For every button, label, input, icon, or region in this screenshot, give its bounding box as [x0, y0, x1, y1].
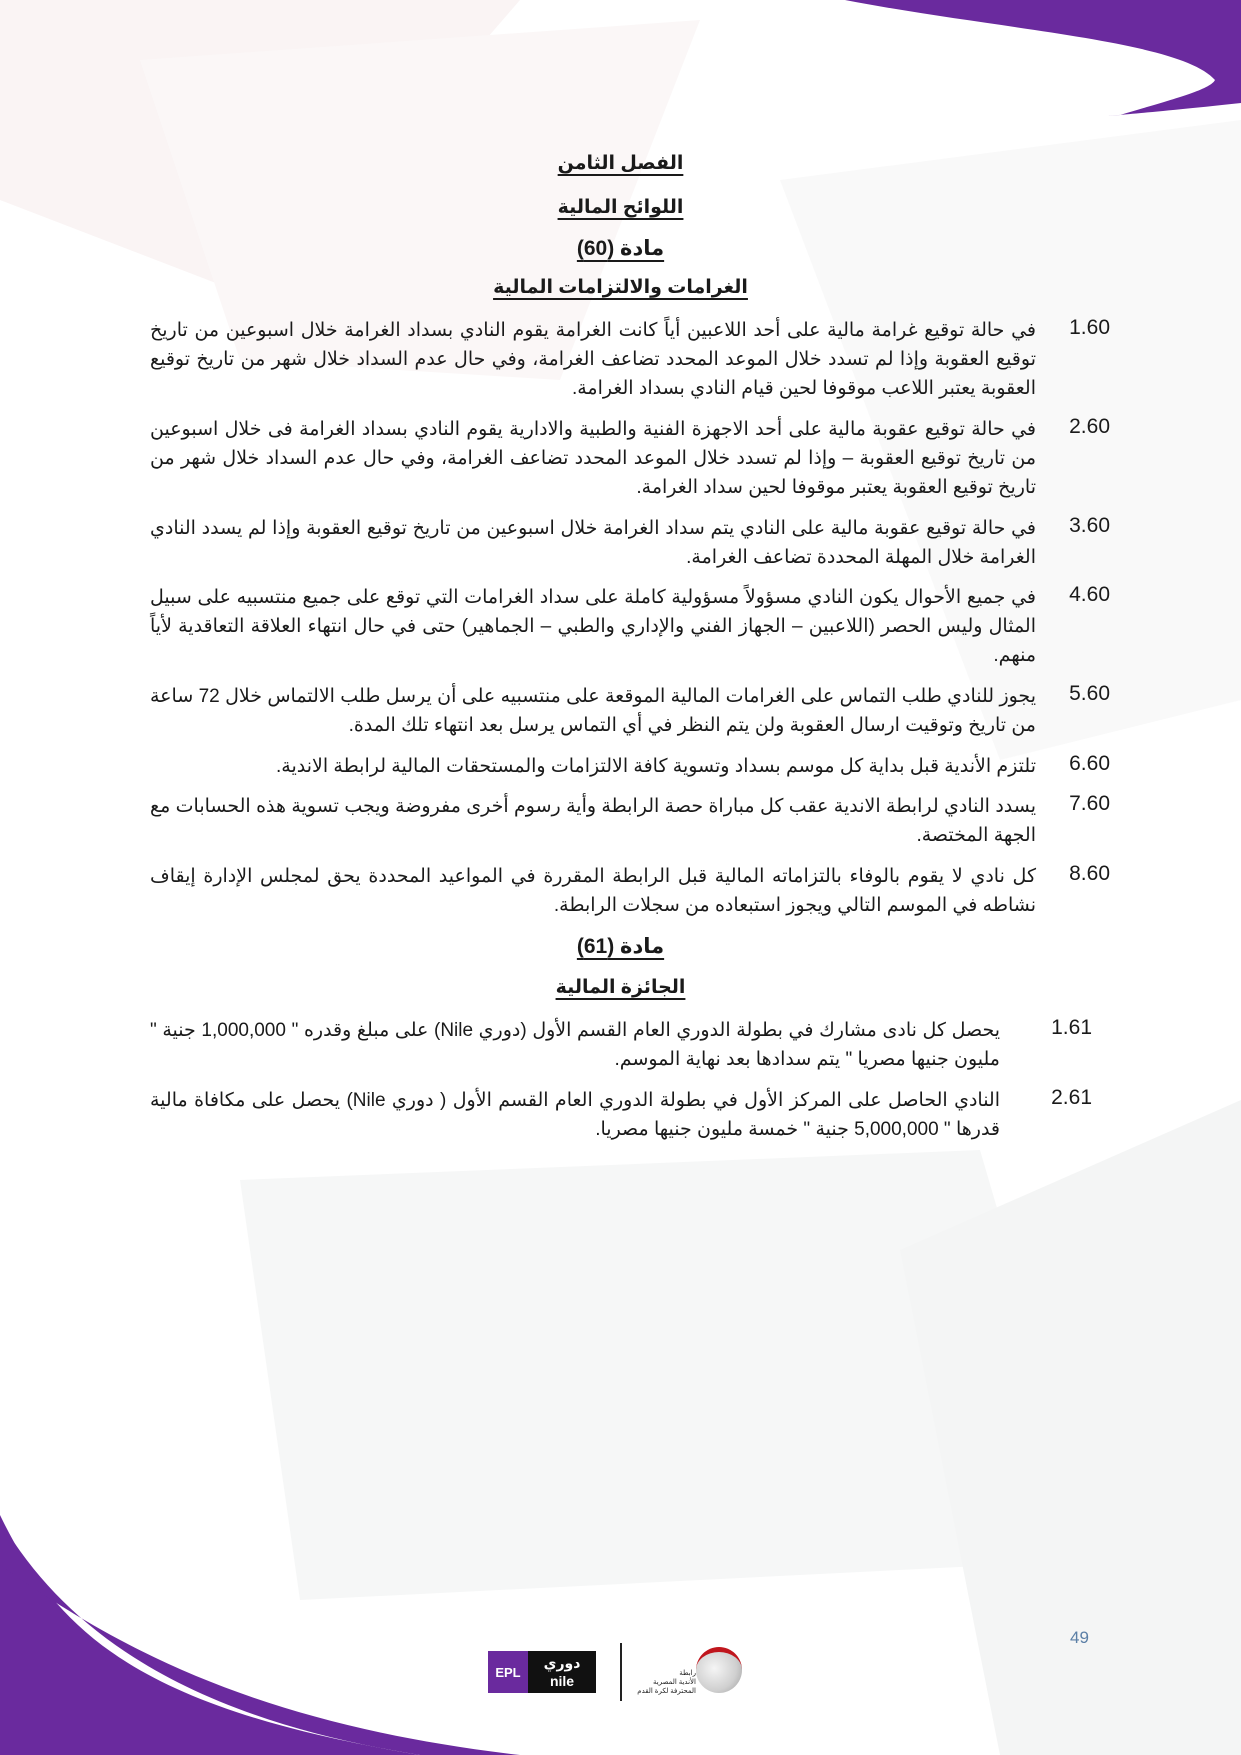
- clause-8-60: [150, 862, 1110, 920]
- clause-1-61: [150, 1016, 1092, 1074]
- clause-number: 2.60: [1069, 415, 1110, 438]
- clause-number: 5.60: [1069, 682, 1110, 705]
- logo-divider: [620, 1643, 622, 1701]
- clause-number: 7.60: [1069, 792, 1110, 815]
- epl-nile-logo: [488, 1651, 596, 1693]
- epl-badge: EPL: [488, 1651, 528, 1693]
- chapter-title: الفصل الثامن: [557, 153, 684, 174]
- clause-2-60: [150, 415, 1110, 502]
- clause-text: تلتزم الأندية قبل بداية كل موسم بسداد وتسوية كافة الالتزامات والمستحقات المالية لرابطة الاندية.: [275, 756, 1036, 777]
- clause-text: النادي الحاصل على المركز الأول في بطولة الدوري العام القسم الأول ( دوري Nile) يحصل على مكافاة مالية قدرها " 5,000,000 جنية " خمسة مليون جنيها مصريا.: [150, 1090, 1000, 1140]
- article-61-heading: الجائزة المالية: [555, 977, 686, 998]
- clause-text: كل نادي لا يقوم بالوفاء بالتزاماته المالية قبل الرابطة المقررة في المواعيد المحددة يحق لمجلس الإدارة إيقاف نشاطه في الموسم التالي ويجوز استبعاده من سجلات الرابطة.: [150, 866, 1036, 916]
- clause-3-60: [150, 514, 1110, 572]
- clause-5-60: [150, 682, 1110, 740]
- clause-text: يجوز للنادي طلب التماس على الغرامات المالية الموقعة على منتسبيه على أن يرسل طلب الالتماس خلال 72 ساعة من تاريخ وتوقيت ارسال العقوبة ولن يتم النظر في أي التماس يرسل بعد انتهاء تلك المدة.: [150, 686, 1036, 736]
- football-icon: [696, 1647, 742, 1693]
- nile-wordmark: دوري nile: [543, 1655, 581, 1689]
- clause-number: 3.60: [1069, 514, 1110, 537]
- clause-text: يسدد النادي لرابطة الاندية عقب كل مباراة حصة الرابطة وأية رسوم أخرى مفروضة ويجب تسوية هذه الحسابات مع الجهة المختصة.: [150, 796, 1036, 846]
- page-number: 49: [1070, 1628, 1089, 1647]
- clause-4-60: [150, 583, 1110, 670]
- chapter-subtitle: اللوائح المالية: [557, 197, 684, 218]
- article-61-title: مادة (61): [576, 935, 665, 958]
- article-60-heading: الغرامات والالتزامات المالية: [493, 277, 748, 298]
- clause-number: 6.60: [1069, 752, 1110, 775]
- clause-text: يحصل كل نادى مشارك في بطولة الدوري العام القسم الأول (دوري Nile) على مبلغ وقدره " 1,000,000 جنية " مليون جنيها مصريا " يتم سدادها بعد نهاية الموسم.: [150, 1020, 1001, 1070]
- clause-text: في حالة توقيع عقوبة مالية على أحد الاجهزة الفنية والطبية والادارية يقوم النادي بسداد الغرامة فى خلال اسبوعين من تاريخ توقيع العقوبة – وإذا لم تسدد خلال الموعد المحدد تضاعف الغرامة، وفي حال عدم السداد خلال شهر من تاريخ توقيع العقوبة يعتبر موقوفا لحين سداد الغرامة.: [150, 419, 1036, 498]
- clause-number: 8.60: [1069, 862, 1110, 885]
- clause-2-61: [150, 1086, 1092, 1144]
- clause-text: في حالة توقيع غرامة مالية على أحد اللاعبين أياً كانت الغرامة يقوم النادي بسداد الغرامة خلال اسبوعين من تاريخ توقيع العقوبة وإذا لم تسدد خلال الموعد المحدد تضاعف الغرامة، وفي حال عدم السداد خلال شهر من تاريخ توقيع العقوبة يعتبر اللاعب موقوفا لحين قيام النادي بسداد الغرامة.: [150, 320, 1036, 399]
- article-60-title: مادة (60): [576, 237, 665, 260]
- clause-text: في حالة توقيع عقوبة مالية على النادي يتم سداد الغرامة خلال اسبوعين من تاريخ توقيع العقوبة وإذا لم يسدد النادي الغرامة خلال المهلة المحددة تضاعف الغرامة.: [150, 518, 1036, 568]
- clause-number: 1.61: [1051, 1016, 1092, 1039]
- league-association-logo: [636, 1647, 736, 1701]
- clause-1-60: [150, 316, 1110, 403]
- clause-number: 2.61: [1051, 1086, 1092, 1109]
- clause-number: 1.60: [1069, 316, 1110, 339]
- clause-number: 4.60: [1069, 583, 1110, 606]
- clause-6-60: [150, 752, 1110, 781]
- clause-7-60: [150, 792, 1110, 850]
- clause-text: في جميع الأحوال يكون النادي مسؤولاً مسؤولية كاملة على سداد الغرامات التي توقع على جميع منتسبيه على سبيل المثال وليس الحصر (اللاعبين – الجهاز الفني والإداري والطبي – الجماهير) حتى في حال انتهاء العلاقة التعاقدية لأياً منهم.: [150, 587, 1036, 666]
- league-logo-text: رابطة الأندية المصرية المحترفة لكرة القدم: [637, 1670, 696, 1695]
